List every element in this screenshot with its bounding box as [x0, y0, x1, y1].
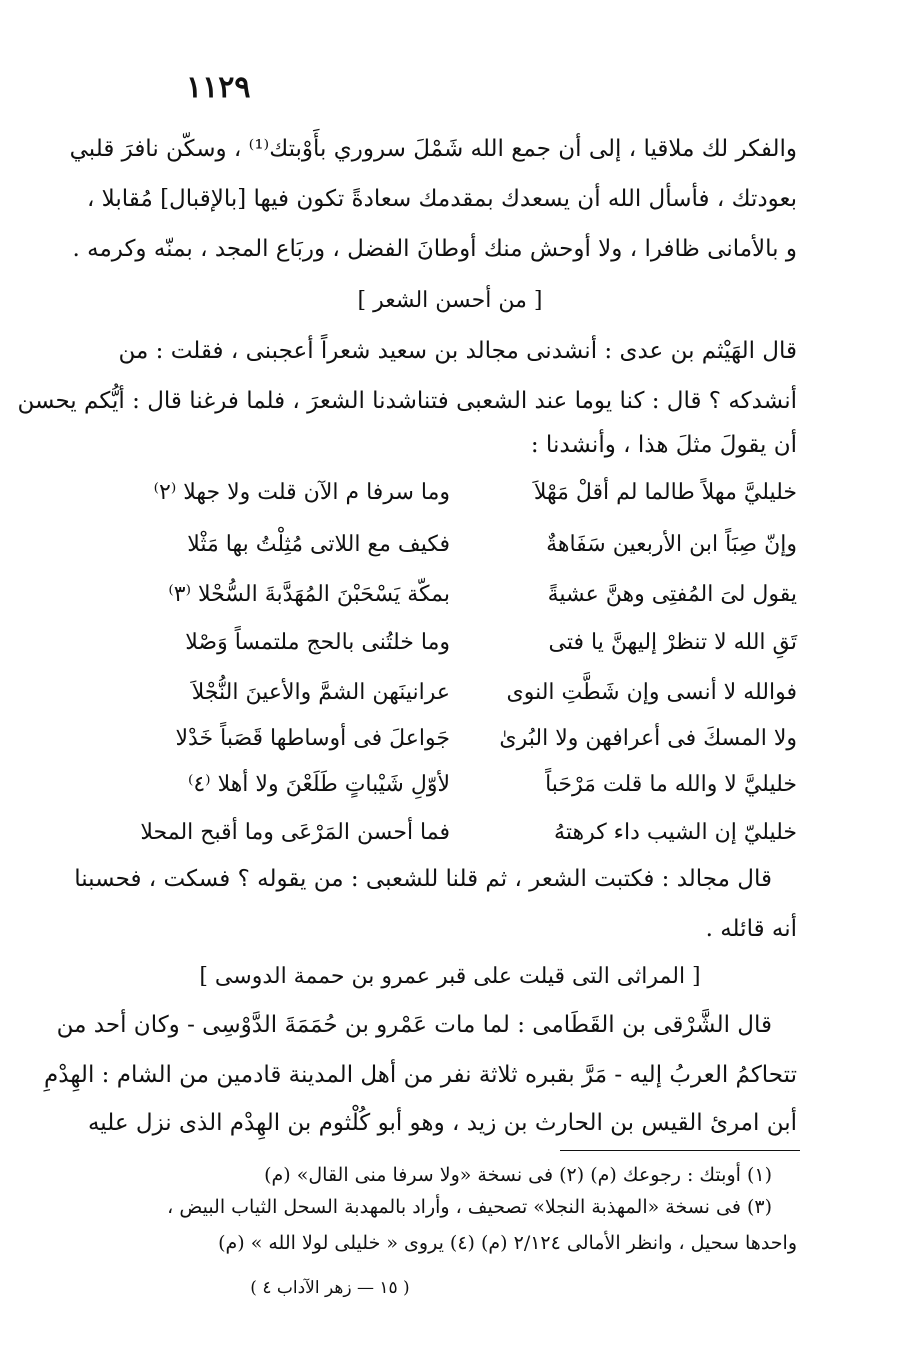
- footnote-line: (١) أوبتك : رجوعك (م) (٢) فى نسخة «ولا سرفا منى القال» (م): [264, 1164, 772, 1186]
- verse-first-hemistich: ولا المسكَ فى أعرافهن ولا البُرىٰ: [499, 726, 797, 751]
- verse-first-hemistich: وإنّ صِبَاً ابن الأربعين سَفَاهةٌ: [546, 532, 797, 557]
- paragraph-line: قال مجالد : فكتبت الشعر ، ثم قلنا للشعبى : من يقوله ؟ فسكت ، فحسبنا: [74, 866, 772, 892]
- paragraph-line: أنشدكه ؟ قال : كنا يوما عند الشعبى فتناشدنا الشعرَ ، فلما فرغنا قال : أيُّكم يحسن: [17, 388, 797, 414]
- printer-signature: ( ١٥ — زهر الآداب ٤ ): [250, 1278, 410, 1298]
- paragraph-line: تتحاكمُ العربُ إليه - مَرَّ بقبره ثلاثة نفر من أهل المدينة قادمين من الشام : الهِدْمِ: [44, 1062, 797, 1088]
- intro-line-1: والفكر لك ملاقيا ، إلى أن جمع الله شَمْلَ سروري بأَوْبتك⁽¹⁾ ، وسكّن نافرَ قلبي: [69, 136, 797, 162]
- verse-second-hemistich: عرانينَهن الشمَّ والأعينَ النُّجْلاَ: [191, 680, 450, 705]
- verse-first-hemistich: يقول لىَ المُفتِى وهنَّ عشيةً: [547, 582, 797, 607]
- paragraph-line: أبن امرئ القيس بن الحارث بن زيد ، وهو أبو كُلْثوم بن الهِدْم الذى نزل عليه: [87, 1110, 797, 1136]
- footnote-line: واحدها سحيل ، وانظر الأمالى ٢/١٢٤ (م) (٤) يروى « خليلى لولا الله » (م): [218, 1232, 797, 1254]
- intro-line-3: و بالأمانى ظافرا ، ولا أوحش منك أوطانَ الفضل ، وربَاع المجد ، بمنّه وكرمه .: [72, 236, 797, 262]
- section-heading-best-poetry: [ من أحسن الشعر ]: [357, 288, 543, 313]
- verse-first-hemistich: تَقِ الله لا تنظرْ إليهنَّ يا فتى: [548, 630, 797, 655]
- verse-first-hemistich: خليليَّ مهلاً طالما لم أقلْ مَهْلاَ: [533, 480, 797, 505]
- paragraph-line: أنه قائله .: [705, 916, 797, 942]
- verse-second-hemistich: فكيف مع اللاتى مُثِلْتُ بها مَثْلا: [187, 532, 450, 557]
- verse-second-hemistich: بمكّة يَسْحَبْنَ المُهَدَّبةَ السُّحْلا ⁽٣⁾: [168, 582, 450, 607]
- verse-first-hemistich: فوالله لا أنسى وإن شَطَّتِ النوى: [506, 680, 797, 705]
- paragraph-line: أن يقولَ مثلَ هذا ، وأنشدنا :: [530, 432, 797, 458]
- intro-line-2: بعودتك ، فأسأل الله أن يسعدك بمقدمك سعادةً تكون فيها [بالإقبال] مُقابلا ،: [86, 186, 797, 212]
- paragraph-line: قال الشَّرْقى بن القَطَامى : لما مات عَمْرو بن حُمَمَةَ الدَّوْسِى - وكان أحد من: [56, 1012, 772, 1038]
- verse-second-hemistich: وما خلتُنى بالحج ملتمساً وَصْلا: [185, 630, 450, 655]
- page-number: ١١٢٩: [186, 70, 251, 105]
- verse-second-hemistich: جَواعلَ فى أوساطها قَصَباً خَدْلا: [175, 726, 450, 751]
- verse-second-hemistich: لأوّلِ شَيْباتٍ طَلَعْنَ ولا أهلا ⁽٤⁾: [187, 772, 450, 797]
- verse-first-hemistich: خليليّ إن الشيب داء كرهتهُ: [554, 820, 797, 845]
- section-heading-elegies: [ المراثى التى قيلت على قبر عمرو بن حممة الدوسى ]: [199, 964, 701, 989]
- paragraph-line: قال الهَيْثم بن عدى : أنشدنى مجالد بن سعيد شعراً أعجبنى ، فقلت : من: [118, 338, 797, 364]
- footnote-divider: [560, 1150, 800, 1151]
- verse-second-hemistich: وما سرفا م الآن قلت ولا جهلا ⁽٢⁾: [153, 480, 450, 505]
- verse-first-hemistich: خليليَّ لا والله ما قلت مَرْحَباً: [545, 772, 797, 797]
- footnote-line: (٣) فى نسخة «المهذبة النجلا» تصحيف ، وأراد بالمهدبة السحل الثياب البيض ،: [167, 1196, 772, 1218]
- verse-second-hemistich: فما أحسن المَرْعَى وما أقبح المحلا: [140, 820, 450, 845]
